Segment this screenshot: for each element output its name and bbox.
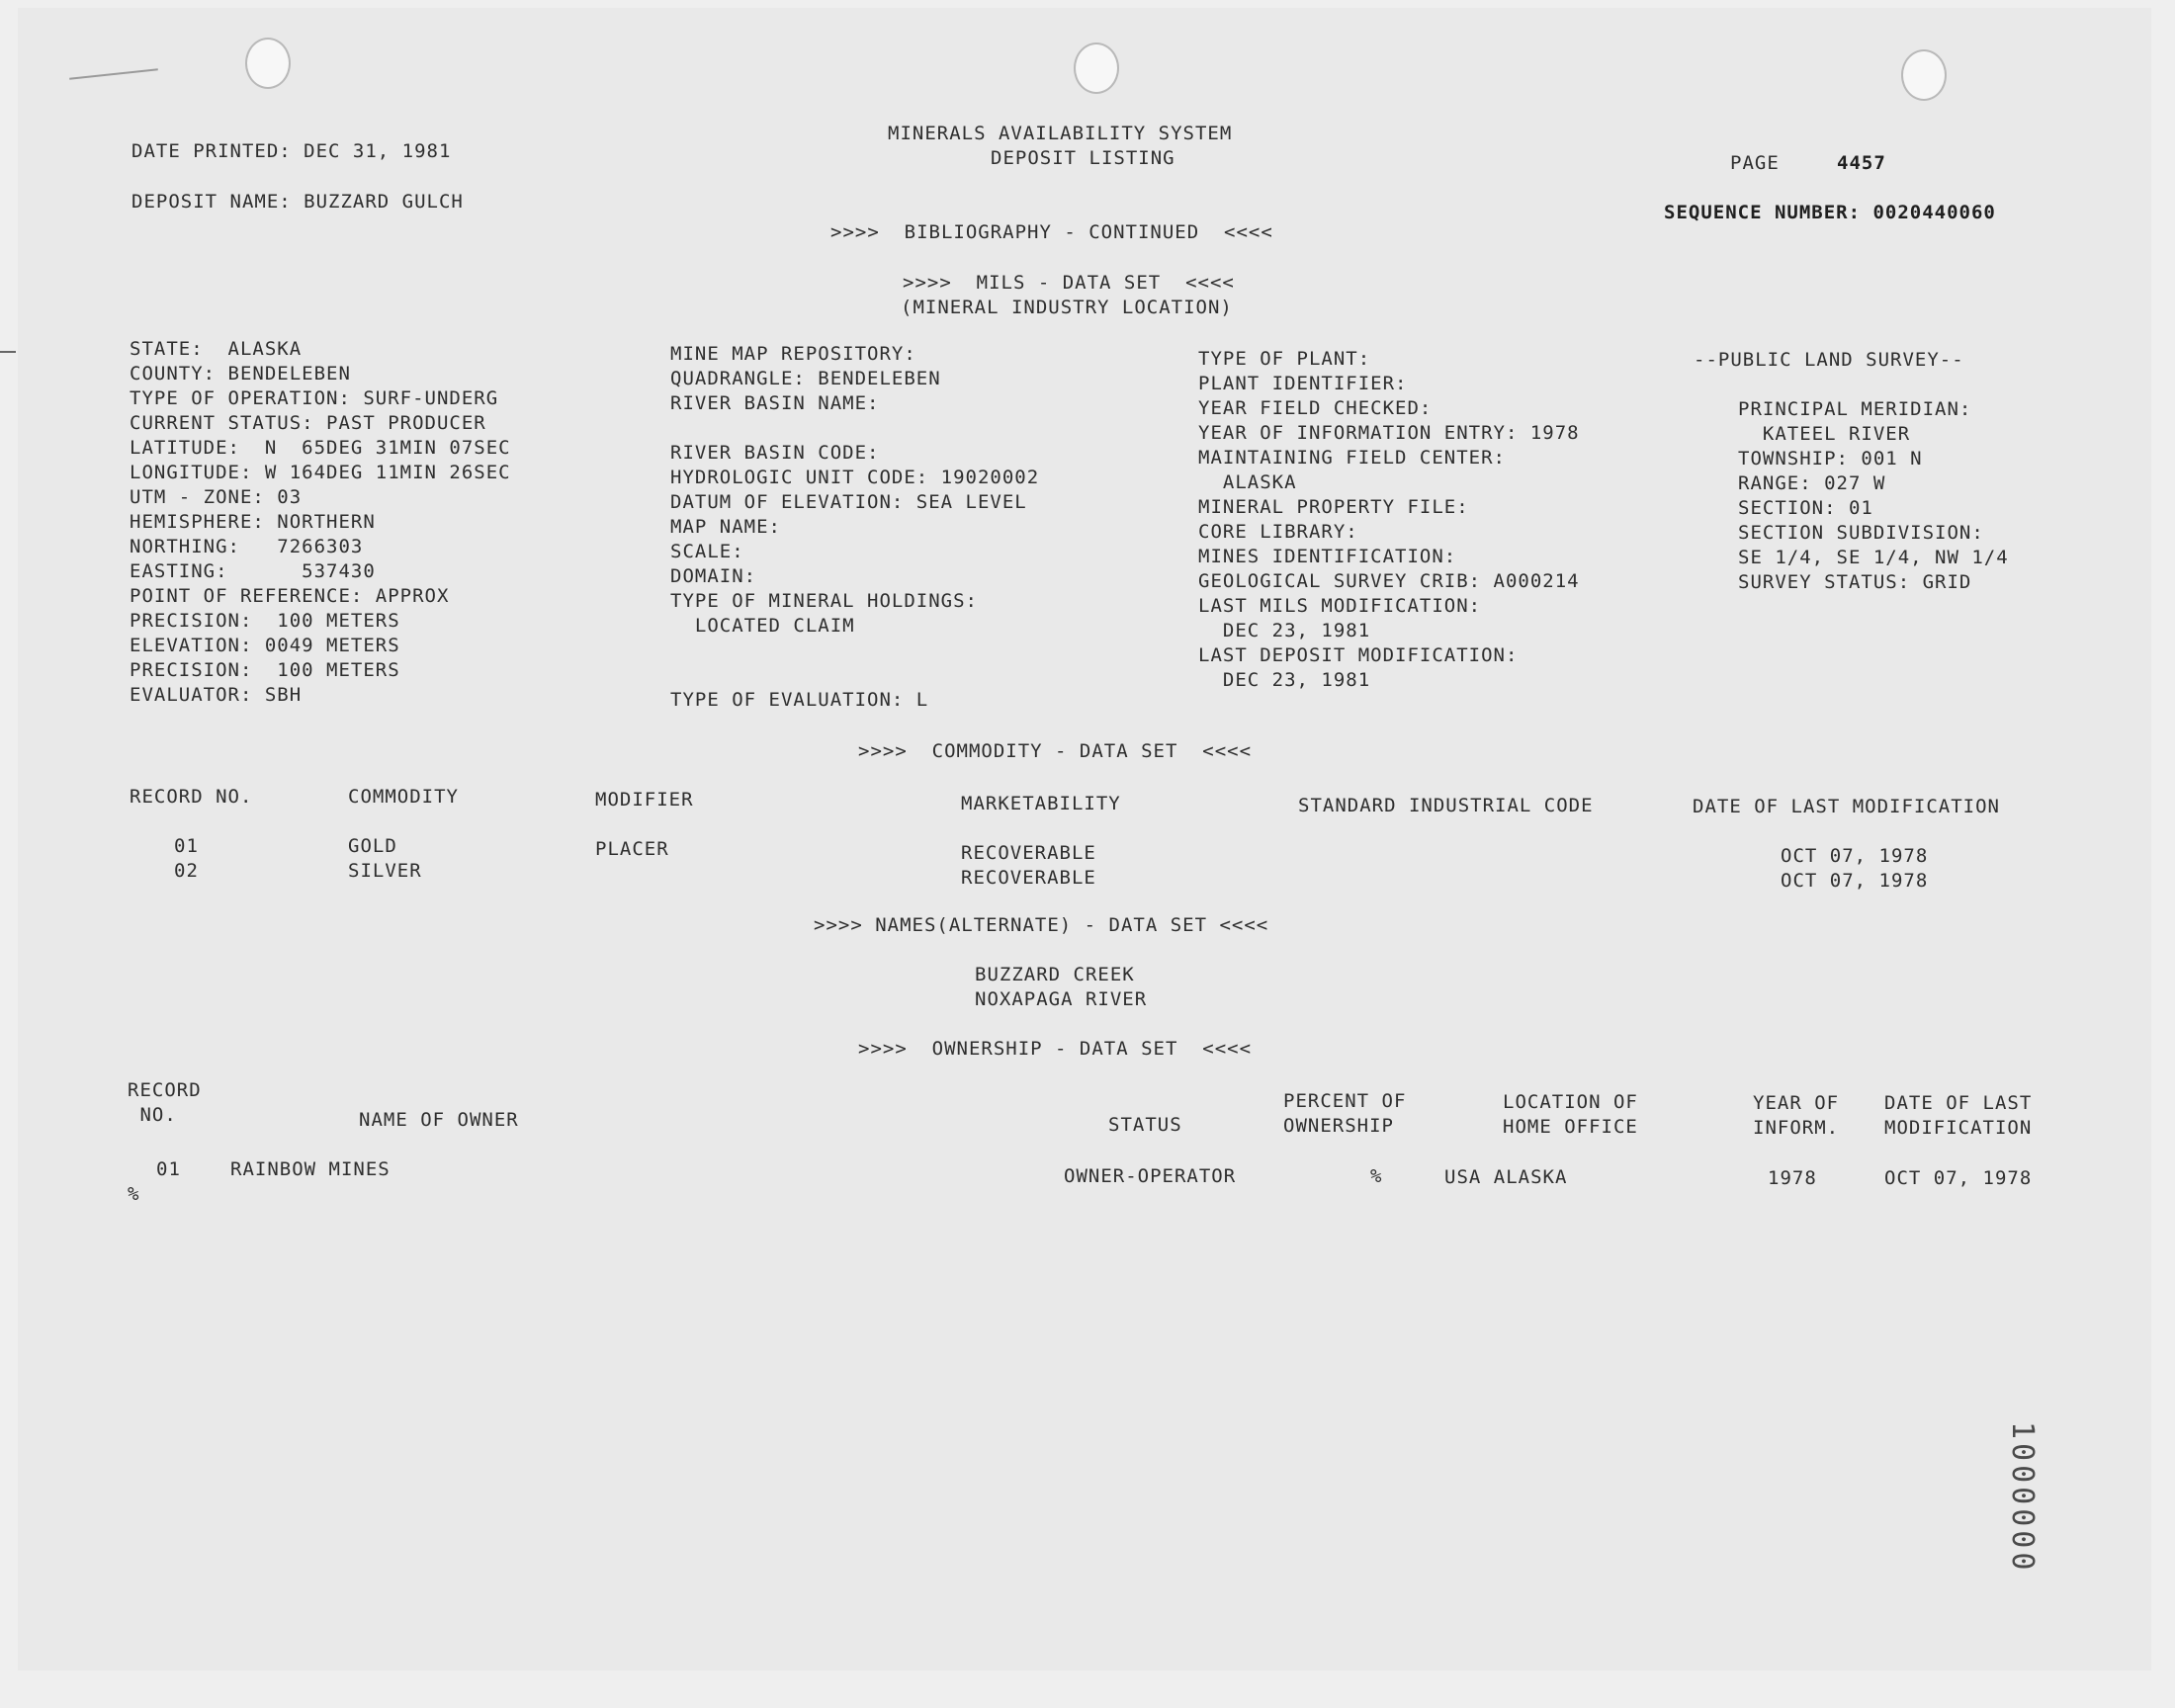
- pls-field: SECTION: 01: [1738, 497, 1873, 519]
- last-modified: OCT 07, 1978: [1781, 870, 1929, 892]
- mils-field: PRECISION: 100 METERS: [130, 659, 400, 681]
- mils-subheading: (MINERAL INDUSTRY LOCATION): [901, 297, 1233, 318]
- mils-field: RIVER BASIN CODE:: [670, 442, 880, 464]
- column-header: NO.: [128, 1104, 177, 1126]
- alternate-name: NOXAPAGA RIVER: [975, 988, 1148, 1010]
- column-header: MODIFICATION: [1884, 1117, 2033, 1139]
- mils-field: MINERAL PROPERTY FILE:: [1198, 496, 1469, 518]
- column-header: PERCENT OF: [1283, 1090, 1407, 1112]
- pen-mark: [69, 68, 158, 79]
- mils-field: ALASKA: [1198, 471, 1297, 493]
- mils-field: HYDROLOGIC UNIT CODE: 19020002: [670, 467, 1040, 488]
- mils-field: MINES IDENTIFICATION:: [1198, 546, 1457, 567]
- date-printed: DATE PRINTED: DEC 31, 1981: [131, 140, 452, 162]
- pls-field: KATEEL RIVER: [1738, 423, 1911, 445]
- punch-hole-right: [1901, 49, 1947, 101]
- mils-field: TYPE OF PLANT:: [1198, 348, 1371, 370]
- mils-field: DATUM OF ELEVATION: SEA LEVEL: [670, 491, 1027, 513]
- mils-field: MAP NAME:: [670, 516, 781, 538]
- mils-field: MINE MAP REPOSITORY:: [670, 343, 916, 365]
- mils-field: LAST DEPOSIT MODIFICATION:: [1198, 644, 1519, 666]
- pls-field: SE 1/4, SE 1/4, NW 1/4: [1738, 547, 2009, 568]
- mils-field: STATE: ALASKA: [130, 338, 303, 360]
- marketability: RECOVERABLE: [961, 867, 1096, 889]
- owner-status: OWNER-OPERATOR: [1064, 1165, 1237, 1187]
- owner-name: RAINBOW MINES: [230, 1158, 391, 1180]
- mils-field: EASTING: 537430: [130, 560, 376, 582]
- column-header: INFORM.: [1753, 1117, 1840, 1139]
- pls-field: SECTION SUBDIVISION:: [1738, 522, 1984, 544]
- margin-stamp: 1000000: [2005, 1421, 2040, 1575]
- mils-field: TYPE OF OPERATION: SURF-UNDERG: [130, 387, 499, 409]
- mils-field: NORTHING: 7266303: [130, 536, 364, 557]
- marketability: RECOVERABLE: [961, 842, 1096, 864]
- column-header: OWNERSHIP: [1283, 1115, 1394, 1137]
- mils-field: POINT OF REFERENCE: APPROX: [130, 585, 450, 607]
- type-of-evaluation: TYPE OF EVALUATION: L: [670, 689, 929, 711]
- mils-field: CORE LIBRARY:: [1198, 521, 1358, 543]
- column-header: DATE OF LAST MODIFICATION: [1693, 796, 2000, 817]
- punch-hole-left: [245, 38, 291, 89]
- mils-heading: >>>> MILS - DATA SET <<<<: [903, 272, 1235, 294]
- column-header: STANDARD INDUSTRIAL CODE: [1298, 795, 1594, 816]
- mils-field: RIVER BASIN NAME:: [670, 392, 880, 414]
- mils-field: LATITUDE: N 65DEG 31MIN 07SEC: [130, 437, 511, 459]
- column-header: LOCATION OF: [1503, 1091, 1638, 1113]
- mils-field: HEMISPHERE: NORTHERN: [130, 511, 376, 533]
- deposit-name: DEPOSIT NAME: BUZZARD GULCH: [131, 191, 464, 213]
- column-header: MARKETABILITY: [961, 793, 1121, 814]
- mils-field: DEC 23, 1981: [1198, 669, 1371, 691]
- column-header: HOME OFFICE: [1503, 1116, 1638, 1138]
- modifier: PLACER: [595, 838, 669, 860]
- home-office-location: USA ALASKA: [1444, 1166, 1568, 1188]
- mils-field: COUNTY: BENDELEBEN: [130, 363, 351, 384]
- percent-ownership: %: [1370, 1165, 1383, 1187]
- mils-field: PRECISION: 100 METERS: [130, 610, 400, 632]
- pls-field: TOWNSHIP: 001 N: [1738, 448, 1923, 470]
- page-label: PAGE: [1730, 152, 1780, 174]
- record-no: 02: [174, 860, 199, 882]
- pls-heading: --PUBLIC LAND SURVEY--: [1694, 349, 1964, 371]
- mils-field: MAINTAINING FIELD CENTER:: [1198, 447, 1506, 469]
- column-header: MODIFIER: [595, 789, 694, 811]
- punch-hole-center: [1074, 43, 1119, 94]
- bibliography-heading: >>>> BIBLIOGRAPHY - CONTINUED <<<<: [830, 221, 1273, 243]
- ownership-heading: >>>> OWNERSHIP - DATA SET <<<<: [858, 1038, 1253, 1060]
- page-number: 4457: [1837, 152, 1886, 174]
- mils-field: LOCATED CLAIM: [670, 615, 855, 637]
- commodity-heading: >>>> COMMODITY - DATA SET <<<<: [858, 740, 1253, 762]
- listing-title: DEPOSIT LISTING: [991, 147, 1175, 169]
- mils-field: CURRENT STATUS: PAST PRODUCER: [130, 412, 486, 434]
- end-mark: %: [128, 1183, 140, 1205]
- year-of-inform: 1978: [1768, 1167, 1817, 1189]
- mils-field: DEC 23, 1981: [1198, 620, 1371, 641]
- last-modified: OCT 07, 1978: [1884, 1167, 2033, 1189]
- record-no: 01: [156, 1158, 181, 1180]
- mils-field: LAST MILS MODIFICATION:: [1198, 595, 1482, 617]
- mils-field: YEAR OF INFORMATION ENTRY: 1978: [1198, 422, 1580, 444]
- column-header: RECORD NO.: [130, 786, 253, 808]
- column-header: YEAR OF: [1753, 1092, 1840, 1114]
- sequence-number: SEQUENCE NUMBER: 0020440060: [1664, 202, 1996, 223]
- commodity-name: SILVER: [348, 860, 422, 882]
- mils-field: UTM - ZONE: 03: [130, 486, 303, 508]
- column-header: RECORD: [128, 1079, 202, 1101]
- alternate-name: BUZZARD CREEK: [975, 964, 1135, 985]
- pls-field: SURVEY STATUS: GRID: [1738, 571, 1972, 593]
- edge-tick: [0, 351, 16, 353]
- mils-field: ELEVATION: 0049 METERS: [130, 635, 400, 656]
- mils-field: PLANT IDENTIFIER:: [1198, 373, 1408, 394]
- record-no: 01: [174, 835, 199, 857]
- document-page: [18, 8, 2151, 1670]
- mils-field: QUADRANGLE: BENDELEBEN: [670, 368, 941, 389]
- column-header: STATUS: [1108, 1114, 1182, 1136]
- last-modified: OCT 07, 1978: [1781, 845, 1929, 867]
- mils-field: GEOLOGICAL SURVEY CRIB: A000214: [1198, 570, 1580, 592]
- system-title: MINERALS AVAILABILITY SYSTEM: [888, 123, 1233, 144]
- pls-field: PRINCIPAL MERIDIAN:: [1738, 398, 1972, 420]
- mils-field: TYPE OF MINERAL HOLDINGS:: [670, 590, 978, 612]
- mils-field: DOMAIN:: [670, 565, 757, 587]
- pls-field: RANGE: 027 W: [1738, 472, 1886, 494]
- mils-field: EVALUATOR: SBH: [130, 684, 303, 706]
- mils-field: SCALE:: [670, 541, 744, 562]
- column-header: NAME OF OWNER: [359, 1109, 519, 1131]
- names-heading: >>>> NAMES(ALTERNATE) - DATA SET <<<<: [814, 914, 1269, 936]
- column-header: COMMODITY: [348, 786, 459, 808]
- column-header: DATE OF LAST: [1884, 1092, 2033, 1114]
- commodity-name: GOLD: [348, 835, 397, 857]
- mils-field: LONGITUDE: W 164DEG 11MIN 26SEC: [130, 462, 511, 483]
- mils-field: YEAR FIELD CHECKED:: [1198, 397, 1433, 419]
